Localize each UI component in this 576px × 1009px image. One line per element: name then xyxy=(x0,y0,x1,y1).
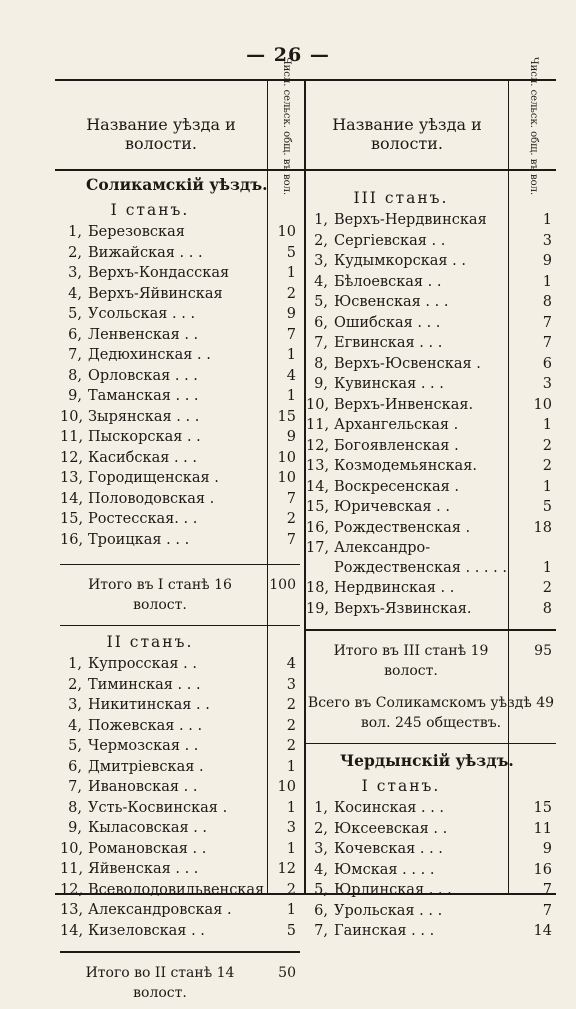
list-item xyxy=(60,386,300,407)
row-number: 5, xyxy=(68,738,82,754)
row-number: 3, xyxy=(68,697,82,713)
row-volost-name: Верхъ-Нердвинская xyxy=(334,212,487,228)
list-item xyxy=(306,456,556,477)
row-number: 5, xyxy=(68,306,82,322)
divider xyxy=(306,629,556,631)
row-count: 1 xyxy=(286,799,296,816)
row-volost-name: Косинская . . . xyxy=(334,800,445,816)
row-volost-name: Кизеловская . . xyxy=(88,922,205,939)
row-count: 9 xyxy=(542,253,552,269)
row-volost-name: Верхъ-Яйвинская xyxy=(88,285,223,302)
list-item xyxy=(60,777,300,798)
row-volost-name: Урольская . . . xyxy=(334,902,443,919)
row-number: 5, xyxy=(314,882,328,898)
row-volost-name: Касибская . . . xyxy=(88,449,198,466)
row-number: 8, xyxy=(314,355,328,372)
row-volost-name: Богоявленская . xyxy=(334,437,459,454)
row-count: 7 xyxy=(286,531,296,548)
row-number: 8, xyxy=(68,367,82,384)
row-volost-name: Кыласовская . . xyxy=(88,820,208,836)
divider xyxy=(60,951,300,953)
list-item xyxy=(60,468,300,489)
stan-title: II станъ. xyxy=(106,633,194,651)
row-volost-name: Всеволодовильвенская xyxy=(88,881,265,898)
row-number: 9, xyxy=(68,820,82,836)
row-number: 11, xyxy=(60,861,84,877)
list-item xyxy=(60,489,300,510)
row-volost-name: Александровская . xyxy=(88,902,232,918)
list-item xyxy=(60,654,300,675)
list-item xyxy=(306,798,556,819)
row-number: 3, xyxy=(314,253,328,269)
row-volost-name: Егвинская . . . xyxy=(334,335,443,351)
row-volost-name: Дедюхинская . . xyxy=(88,347,211,363)
row-number: 15, xyxy=(306,499,330,515)
row-number: 2, xyxy=(68,244,82,261)
row-number: 4, xyxy=(68,717,82,734)
row-number: 3, xyxy=(68,265,82,281)
stan-total xyxy=(60,569,300,621)
row-volost-name: Верхъ-Кондасская xyxy=(88,265,230,281)
list-item xyxy=(60,530,300,551)
stan-total xyxy=(60,957,300,1009)
row-count: 3 xyxy=(542,376,552,392)
row-number: 1, xyxy=(68,656,82,672)
stan1-list xyxy=(60,222,300,550)
list-item xyxy=(306,819,556,840)
list-item xyxy=(60,243,300,264)
row-number: 13, xyxy=(306,458,330,474)
row-count: 5 xyxy=(286,922,296,939)
row-count: 7 xyxy=(542,314,552,331)
row-volost-name: Пыскорская . . xyxy=(88,429,201,445)
list-item xyxy=(306,333,556,354)
list-item xyxy=(60,736,300,757)
total-label: Итого въ III станѣ 19 волост. xyxy=(333,643,489,679)
row-volost-name: Юрлинская . . . xyxy=(334,882,452,898)
row-count: 5 xyxy=(542,499,552,515)
list-item xyxy=(60,818,300,839)
row-count: 4 xyxy=(286,656,296,672)
row-count: 1 xyxy=(286,902,296,918)
row-count: 7 xyxy=(542,335,552,351)
row-number: 16, xyxy=(306,519,330,536)
stan3-list-cont xyxy=(306,578,556,619)
row-count: 2 xyxy=(286,717,296,734)
list-item xyxy=(306,921,556,942)
row-number: 13, xyxy=(60,902,84,918)
row-volost-name: Гаинская . . . xyxy=(334,923,435,939)
row-volost-name: Вижайская . . . xyxy=(88,244,203,261)
row-count: 15 xyxy=(533,800,552,816)
row-volost-name: Юксеевская . . xyxy=(334,820,448,837)
row-number: 4, xyxy=(68,285,82,302)
list-item xyxy=(60,880,300,901)
list-item xyxy=(306,599,556,620)
row-number: 1, xyxy=(314,800,328,816)
row-count: 1 xyxy=(286,388,296,404)
row-number: 14, xyxy=(60,490,84,507)
row-volost-name: Рождественская . xyxy=(334,519,471,536)
row-count: 14 xyxy=(533,923,552,939)
list-item xyxy=(306,477,556,498)
list-item xyxy=(60,345,300,366)
row-count: 9 xyxy=(542,841,552,857)
list-item xyxy=(306,839,556,860)
row-count: 3 xyxy=(542,232,552,249)
row-volost-name: Воскресенская . xyxy=(334,478,459,495)
row-count: 7 xyxy=(542,882,552,898)
list-item xyxy=(306,210,556,231)
total-label: Итого въ I станѣ 16 волост. xyxy=(88,577,232,613)
row-volost-name: Таманская . . . xyxy=(88,388,199,404)
row-number: 6, xyxy=(314,314,328,331)
list-item xyxy=(60,798,300,819)
row-volost-name: Половодовская . xyxy=(88,490,215,507)
row-count: 18 xyxy=(533,519,552,536)
list-item xyxy=(60,839,300,860)
stan-title: I станъ. xyxy=(361,777,441,795)
row-number: 12, xyxy=(60,881,84,898)
list-item xyxy=(60,900,300,921)
stan2-list xyxy=(60,654,300,941)
row-count: 9 xyxy=(286,306,296,322)
row-count: 7 xyxy=(542,902,552,919)
list-item xyxy=(60,407,300,428)
row-volost-name: Кудымкорская . . xyxy=(334,253,466,269)
row-count: 10 xyxy=(277,470,296,486)
row-volost-name: Городищенская . xyxy=(88,470,219,486)
divider xyxy=(60,625,300,626)
right-column xyxy=(306,186,556,942)
row-number: 2, xyxy=(314,232,328,249)
list-item xyxy=(60,695,300,716)
row-volost-name: Ивановская . . xyxy=(88,779,198,795)
row-count: 7 xyxy=(286,490,296,507)
list-item xyxy=(60,448,300,469)
list-item xyxy=(60,284,300,305)
row-number: 15, xyxy=(60,511,84,527)
row-volost-name: Яйвенская . . . xyxy=(88,861,199,877)
row-volost-name: Орловская . . . xyxy=(88,367,198,384)
row-volost-name: Верхъ-Язвинская. xyxy=(334,600,472,617)
row-count: 1 xyxy=(286,265,296,281)
row-volost-name: Березовская xyxy=(88,224,185,240)
list-item: 17, Александро-Рождественская . . . . . 1 xyxy=(306,540,552,576)
list-item xyxy=(306,901,556,922)
list-item xyxy=(60,263,300,284)
list-item xyxy=(60,325,300,346)
row-count: 10 xyxy=(277,449,296,466)
stan-total xyxy=(306,635,556,687)
row-volost-name: Ошибская . . . xyxy=(334,314,441,331)
row-volost-name: Нердвинская . . xyxy=(334,580,455,596)
row-volost-name: Верхъ-Инвенская. xyxy=(334,396,474,413)
cherdyn-stan1-list xyxy=(306,798,556,942)
row-volost-name: Романовская . . xyxy=(88,840,207,857)
row-count: 2 xyxy=(542,580,552,596)
row-volost-name: Тиминская . . . xyxy=(88,676,201,693)
row-volost-name: Никитинская . . xyxy=(88,697,210,713)
row-number: 11, xyxy=(60,429,84,445)
row-volost-name: Юричевская . . xyxy=(334,499,450,515)
list-item xyxy=(306,292,556,313)
row-volost-name: Зырянская . . . xyxy=(88,408,200,425)
stan-title: I станъ. xyxy=(110,201,190,219)
list-item xyxy=(306,860,556,881)
row-number: 13, xyxy=(60,470,84,486)
page-number: — 26 — xyxy=(246,44,330,66)
row-volost-name: Усольская . . . xyxy=(88,306,196,322)
header-count-left: Числ. сельск. общ. въ вол. xyxy=(281,56,292,196)
row-number: 9, xyxy=(314,376,328,392)
header-name-left: Название уѣзда и волости. xyxy=(86,115,236,153)
row-count: 2 xyxy=(286,285,296,302)
row-number: 6, xyxy=(68,326,82,343)
list-item xyxy=(306,578,556,599)
header-count-right: Числ. сельск. общ. въ вол. xyxy=(528,56,539,196)
row-count: 2 xyxy=(542,458,552,474)
row-count: 5 xyxy=(286,244,296,261)
row-number: 18, xyxy=(306,580,330,596)
row-volost-name: Архангельская . xyxy=(334,417,459,433)
row-number: 8, xyxy=(68,799,82,816)
row-number: 7, xyxy=(68,779,82,795)
row-volost-name: Ростесская. . . xyxy=(88,511,198,527)
divider xyxy=(60,564,300,565)
row-count: 1 xyxy=(286,840,296,857)
row-count: 3 xyxy=(286,676,296,693)
row-count: 8 xyxy=(542,294,552,310)
row-number: 2, xyxy=(68,676,82,693)
row-volost-name: Бѣлоевская . . xyxy=(334,273,442,290)
row-count: 8 xyxy=(542,600,552,617)
header-name-right: Название уѣзда и волости. xyxy=(332,115,482,153)
row-count: 1 xyxy=(542,417,552,433)
row-volost-name: Усть-Косвинская . xyxy=(88,799,228,816)
row-volost-name: Юмская . . . . xyxy=(334,861,435,878)
row-count: 2 xyxy=(286,881,296,898)
row-count: 11 xyxy=(533,820,552,837)
row-volost-name: Чермозская . . xyxy=(88,738,199,754)
row-number: 4, xyxy=(314,273,328,290)
left-column xyxy=(60,172,300,1009)
total-value: 50 xyxy=(278,965,296,981)
list-item xyxy=(306,415,556,436)
divider xyxy=(306,743,556,744)
row-volost-name: Верхъ-Юсвенская . xyxy=(334,355,481,372)
row-volost-name: Дмитріевская . xyxy=(88,758,204,775)
stan3-list xyxy=(306,210,556,538)
row-volost-name: Кочевская . . . xyxy=(334,841,443,857)
row-volost-name: Сергіевская . . xyxy=(334,232,446,249)
stan-title: III станъ. xyxy=(353,189,449,207)
list-item xyxy=(60,675,300,696)
row-count: 10 xyxy=(277,779,296,795)
row-count: 15 xyxy=(277,408,296,425)
row-number: 3, xyxy=(314,841,328,857)
list-item xyxy=(306,374,556,395)
row-count: 1 xyxy=(542,478,552,495)
row-count: 1 xyxy=(542,273,552,290)
row-count: 1 xyxy=(286,347,296,363)
row-volost-name: Троицкая . . . xyxy=(88,531,190,548)
list-item xyxy=(60,222,300,243)
row-number: 7, xyxy=(68,347,82,363)
list-item xyxy=(60,366,300,387)
list-item xyxy=(60,304,300,325)
row-volost-name: Козмодемьянская. xyxy=(334,458,477,474)
row-number: 14, xyxy=(60,922,84,939)
header-rule xyxy=(55,169,556,171)
total-value: 95 xyxy=(534,643,552,659)
row-number: 19, xyxy=(306,600,330,617)
row-number: 1, xyxy=(68,224,82,240)
row-volost-name: Пожевская . . . xyxy=(88,717,203,734)
list-item xyxy=(60,509,300,530)
row-volost-name: Купросская . . xyxy=(88,656,197,672)
row-count: 10 xyxy=(277,224,296,240)
row-number: 7, xyxy=(314,335,328,351)
row-count: 6 xyxy=(542,355,552,372)
total-value: 100 xyxy=(269,577,296,593)
row-number: 9, xyxy=(68,388,82,404)
row-number: 6, xyxy=(68,758,82,775)
row-number: 7, xyxy=(314,923,328,939)
row-count: 2 xyxy=(286,738,296,754)
row-count: 4 xyxy=(286,367,296,384)
row-volost-name: Кувинская . . . xyxy=(334,376,444,392)
list-item xyxy=(306,354,556,375)
total-label: Итого во II станѣ 14 волост. xyxy=(85,965,235,1001)
list-item xyxy=(306,518,556,539)
list-item xyxy=(306,497,556,518)
row-count: 7 xyxy=(286,326,296,343)
row-number: 16, xyxy=(60,531,84,548)
list-item xyxy=(306,880,556,901)
row-number: 5, xyxy=(314,294,328,310)
list-item xyxy=(306,272,556,293)
list-item xyxy=(306,231,556,252)
row-count: 10 xyxy=(533,396,552,413)
row-number: 10, xyxy=(60,840,84,857)
row-count: 1 xyxy=(286,758,296,775)
row-count: 2 xyxy=(286,511,296,527)
row-number: 6, xyxy=(314,902,328,919)
list-item xyxy=(60,859,300,880)
row-number: 12, xyxy=(306,437,330,454)
district-title: Чердынскій уѣздъ. xyxy=(340,751,514,770)
row-number: 2, xyxy=(314,820,328,837)
row-number: 12, xyxy=(60,449,84,466)
row-count: 3 xyxy=(286,820,296,836)
list-item xyxy=(60,921,300,942)
row-count: 2 xyxy=(286,697,296,713)
row-number: 11, xyxy=(306,417,330,433)
row-volost-name: Юсвенская . . . xyxy=(334,294,449,310)
list-item xyxy=(60,757,300,778)
row-volost-name: Ленвенская . . xyxy=(88,326,199,343)
grand-total: Всего въ Соликамскомъ уѣздѣ 49 вол. 245 обществъ. xyxy=(307,695,555,731)
list-item xyxy=(306,313,556,334)
row-count: 12 xyxy=(277,861,296,877)
row-count: 1 xyxy=(542,212,552,228)
list-item xyxy=(306,436,556,457)
row-count: 2 xyxy=(542,437,552,454)
row-count: 16 xyxy=(533,861,552,878)
list-item xyxy=(306,251,556,272)
row-number: 14, xyxy=(306,478,330,495)
district-title: Соликамскій уѣздъ. xyxy=(86,175,268,194)
row-number: 1, xyxy=(314,212,328,228)
list-item xyxy=(60,716,300,737)
row-number: 4, xyxy=(314,861,328,878)
row-number: 10, xyxy=(60,408,84,425)
list-item xyxy=(60,427,300,448)
list-item xyxy=(306,395,556,416)
row-count: 9 xyxy=(286,429,296,445)
row-number: 10, xyxy=(306,396,330,413)
